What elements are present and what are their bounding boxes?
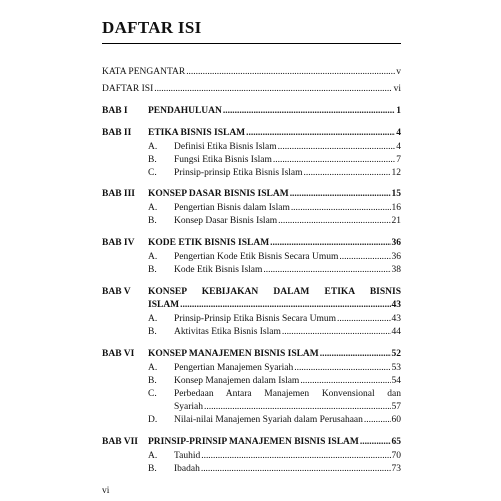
dot-leader bbox=[246, 128, 395, 139]
item-label: Kode Etik Bisnis Islam bbox=[174, 265, 263, 275]
dot-leader bbox=[364, 415, 391, 426]
item-label: Aktivitas Etika Bisnis Islam bbox=[174, 327, 281, 337]
item-label: Definisi Etika Bisnis Islam bbox=[174, 142, 277, 152]
dot-leader bbox=[278, 142, 396, 153]
toc-entry-label: KATA PENGANTAR bbox=[102, 67, 186, 77]
item-page: 70 bbox=[391, 451, 401, 461]
chapter-title: PENDAHULUAN bbox=[148, 106, 222, 116]
chapter-number: BAB V bbox=[102, 287, 131, 297]
chapter-title: KONSEP MANAJEMEN BISNIS ISLAM bbox=[148, 349, 319, 359]
chapter-number: BAB III bbox=[102, 189, 135, 199]
toc-entry-page: v bbox=[396, 67, 401, 77]
item-page: 16 bbox=[391, 203, 401, 213]
dot-leader bbox=[300, 376, 390, 387]
toc-chapter-entry[interactable] bbox=[148, 437, 401, 448]
item-letter: A. bbox=[148, 252, 158, 262]
item-label-line2: Syariah bbox=[174, 402, 204, 412]
item-letter: A. bbox=[148, 142, 158, 152]
chapter-title: PRINSIP-PRINSIP MANAJEMEN BISNIS ISLAM bbox=[148, 437, 359, 447]
toc-item[interactable] bbox=[174, 314, 401, 325]
toc-entry-page: vi bbox=[393, 84, 401, 94]
item-page: 53 bbox=[391, 363, 401, 373]
chapter-page: 43 bbox=[391, 300, 401, 310]
toc-item[interactable] bbox=[174, 376, 401, 387]
toc-item[interactable] bbox=[174, 216, 401, 227]
toc-entry-kata-pengantar[interactable] bbox=[102, 67, 401, 78]
item-page: 57 bbox=[391, 402, 401, 412]
item-letter: A. bbox=[148, 203, 158, 213]
item-letter: B. bbox=[148, 464, 157, 474]
toc-item[interactable] bbox=[174, 327, 401, 338]
item-page: 21 bbox=[391, 216, 401, 226]
item-label: Prinsip-Prinsip Etika Bisnis Secara Umum bbox=[174, 314, 337, 324]
item-page: 43 bbox=[391, 314, 401, 324]
item-label: Konsep Dasar Bisnis Islam bbox=[174, 216, 278, 226]
item-letter: B. bbox=[148, 155, 157, 165]
item-letter: B. bbox=[148, 376, 157, 386]
dot-leader bbox=[290, 189, 391, 200]
item-page: 4 bbox=[396, 142, 401, 152]
item-page: 38 bbox=[391, 265, 401, 275]
item-page: 54 bbox=[391, 376, 401, 386]
chapter-title-line1[interactable]: KONSEP KEBIJAKAN DALAM ETIKA BISNIS bbox=[148, 287, 401, 297]
chapter-page: 65 bbox=[391, 437, 401, 447]
toc-item[interactable] bbox=[174, 464, 401, 475]
item-letter: B. bbox=[148, 216, 157, 226]
chapter-title: KONSEP DASAR BISNIS ISLAM bbox=[148, 189, 289, 199]
toc-item[interactable] bbox=[174, 142, 401, 153]
item-letter: B. bbox=[148, 327, 157, 337]
dot-leader bbox=[180, 300, 390, 311]
toc-item[interactable] bbox=[174, 415, 401, 426]
title-rule bbox=[102, 43, 401, 44]
toc-chapter-entry[interactable] bbox=[148, 128, 401, 139]
item-page: 60 bbox=[391, 415, 401, 425]
dot-leader bbox=[282, 327, 391, 338]
dot-leader bbox=[223, 106, 395, 117]
item-page: 12 bbox=[391, 168, 401, 178]
dot-leader bbox=[201, 464, 391, 475]
item-letter: B. bbox=[148, 265, 157, 275]
toc-chapter-entry[interactable] bbox=[148, 189, 401, 200]
dot-leader bbox=[263, 265, 390, 276]
toc-chapter-entry[interactable] bbox=[148, 349, 401, 360]
item-label: Tauhid bbox=[174, 451, 201, 461]
dot-leader bbox=[294, 363, 390, 374]
dot-leader bbox=[154, 84, 392, 95]
item-label: Prinsip-prinsip Etika Bisnis Islam bbox=[174, 168, 303, 178]
toc-item[interactable] bbox=[174, 451, 401, 462]
toc-item[interactable] bbox=[174, 168, 401, 179]
dot-leader bbox=[201, 451, 390, 462]
item-page: 73 bbox=[391, 464, 401, 474]
item-letter: A. bbox=[148, 363, 158, 373]
dot-leader bbox=[337, 314, 390, 325]
chapter-number: BAB IV bbox=[102, 238, 135, 248]
dot-leader bbox=[304, 168, 391, 179]
chapter-title: ETIKA BISNIS ISLAM bbox=[148, 128, 246, 138]
dot-leader bbox=[204, 402, 390, 413]
footer-page-number: vi bbox=[102, 486, 110, 496]
item-letter: C. bbox=[148, 168, 157, 178]
item-page: 36 bbox=[391, 252, 401, 262]
item-letter: C. bbox=[148, 389, 157, 399]
chapter-page: 1 bbox=[396, 106, 401, 116]
toc-item[interactable] bbox=[174, 402, 401, 413]
chapter-number: BAB VI bbox=[102, 349, 135, 359]
toc-chapter-entry[interactable] bbox=[148, 300, 401, 311]
dot-leader bbox=[320, 349, 391, 360]
toc-entry-label: DAFTAR ISI bbox=[102, 84, 154, 94]
item-letter: A. bbox=[148, 451, 158, 461]
toc-entry-daftar-isi[interactable] bbox=[102, 84, 401, 95]
dot-leader bbox=[273, 155, 395, 166]
item-label: Pengertian Manajemen Syariah bbox=[174, 363, 294, 373]
item-letter: A. bbox=[148, 314, 158, 324]
dot-leader bbox=[186, 67, 395, 78]
item-label: Konsep Manajemen dalam Islam bbox=[174, 376, 300, 386]
item-page: 44 bbox=[391, 327, 401, 337]
item-label: Nilai-nilai Manajemen Syariah dalam Perusahaan bbox=[174, 415, 363, 425]
item-label: Pengertian Kode Etik Bisnis Secara Umum bbox=[174, 252, 339, 262]
dot-leader bbox=[360, 437, 391, 448]
item-label: Ibadah bbox=[174, 464, 200, 474]
chapter-page: 36 bbox=[391, 238, 401, 248]
chapter-page: 15 bbox=[391, 189, 401, 199]
chapter-page: 4 bbox=[396, 128, 401, 138]
item-label: Fungsi Etika Bisnis Islam bbox=[174, 155, 272, 165]
toc-item[interactable] bbox=[174, 252, 401, 263]
toc-chapter-entry[interactable] bbox=[148, 238, 401, 249]
toc-item[interactable] bbox=[174, 265, 401, 276]
dot-leader bbox=[291, 203, 391, 214]
dot-leader bbox=[339, 252, 390, 263]
item-label: Pengertian Bisnis dalam Islam bbox=[174, 203, 290, 213]
chapter-title-line2: ISLAM bbox=[148, 300, 180, 310]
toc-item[interactable] bbox=[174, 363, 401, 374]
item-label-line1[interactable]: Perbedaan Antara Manajemen Konvensional dan bbox=[174, 389, 401, 399]
toc-item[interactable] bbox=[174, 155, 401, 166]
item-page: 7 bbox=[396, 155, 401, 165]
chapter-page: 52 bbox=[391, 349, 401, 359]
toc-chapter-entry[interactable] bbox=[148, 106, 401, 117]
dot-leader bbox=[270, 238, 390, 249]
chapter-title: KODE ETIK BISNIS ISLAM bbox=[148, 238, 270, 248]
page-title: DAFTAR ISI bbox=[102, 18, 202, 37]
dot-leader bbox=[278, 216, 390, 227]
chapter-number: BAB II bbox=[102, 128, 132, 138]
toc-item[interactable] bbox=[174, 203, 401, 214]
chapter-number: BAB VII bbox=[102, 437, 138, 447]
item-letter: D. bbox=[148, 415, 158, 425]
chapter-number: BAB I bbox=[102, 106, 128, 116]
